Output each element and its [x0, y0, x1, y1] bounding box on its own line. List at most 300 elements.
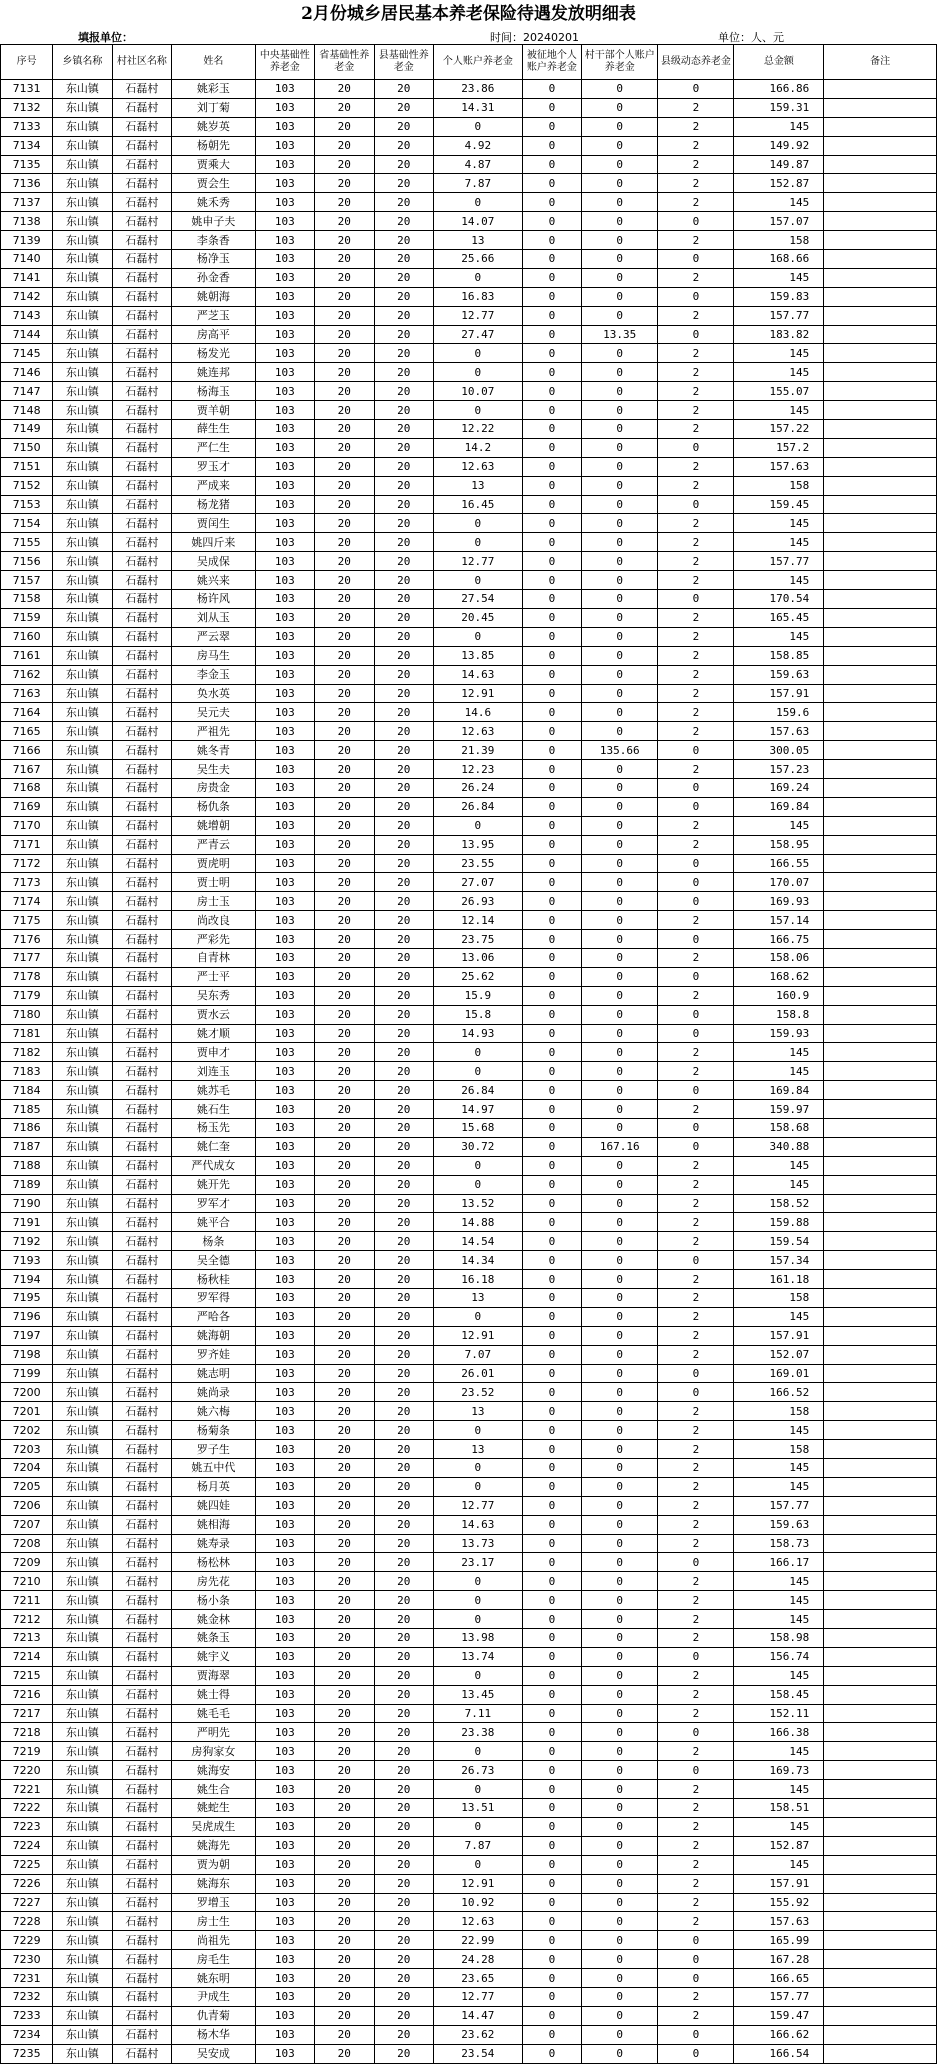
- table-cell: 2: [658, 1610, 734, 1629]
- table-cell: 姚士得: [172, 1685, 255, 1704]
- table-cell: 0: [658, 930, 734, 949]
- table-cell: 房士玉: [172, 892, 255, 911]
- table-cell: 石磊村: [112, 344, 171, 363]
- table-cell: 20: [374, 2006, 433, 2025]
- table-cell: 20: [315, 212, 374, 231]
- table-cell: 145: [734, 1817, 824, 1836]
- table-cell: 103: [255, 438, 314, 457]
- table-cell: 0: [658, 854, 734, 873]
- header-row: [1, 45, 937, 80]
- table-cell: [824, 816, 937, 835]
- table-cell: 0: [582, 1704, 658, 1723]
- table-cell: 石磊村: [112, 1761, 171, 1780]
- table-cell: 20: [315, 1383, 374, 1402]
- table-cell: 东山镇: [53, 155, 112, 174]
- table-cell: 吴虎成生: [172, 1817, 255, 1836]
- table-cell: 0: [433, 1780, 522, 1799]
- table-cell: 20: [315, 1496, 374, 1515]
- table-cell: 20: [374, 1761, 433, 1780]
- table-row: [1, 344, 937, 363]
- table-cell: 10.92: [433, 1893, 522, 1912]
- table-cell: 7230: [1, 1950, 53, 1969]
- table-cell: 20: [315, 1799, 374, 1818]
- table-cell: 0: [582, 948, 658, 967]
- table-cell: 东山镇: [53, 1251, 112, 1270]
- table-cell: 157.63: [734, 457, 824, 476]
- table-cell: 13.51: [433, 1799, 522, 1818]
- table-cell: [824, 1156, 937, 1175]
- table-cell: 20: [374, 1289, 433, 1308]
- table-cell: 20: [374, 911, 433, 930]
- table-cell: 东山镇: [53, 1213, 112, 1232]
- table-cell: 石磊村: [112, 627, 171, 646]
- table-cell: 0: [522, 1893, 581, 1912]
- table-cell: 0: [522, 948, 581, 967]
- table-cell: 0: [582, 1629, 658, 1648]
- table-cell: 14.54: [433, 1232, 522, 1251]
- table-cell: 2: [658, 2006, 734, 2025]
- table-cell: 20: [374, 457, 433, 476]
- table-cell: 103: [255, 2006, 314, 2025]
- table-cell: 0: [582, 250, 658, 269]
- table-cell: 7182: [1, 1043, 53, 1062]
- table-cell: 20: [374, 1251, 433, 1270]
- table-cell: 20: [315, 1742, 374, 1761]
- table-cell: 0: [522, 1043, 581, 1062]
- table-cell: 石磊村: [112, 684, 171, 703]
- table-cell: 严哈各: [172, 1307, 255, 1326]
- table-cell: 103: [255, 306, 314, 325]
- table-cell: 0: [522, 1666, 581, 1685]
- table-cell: 石磊村: [112, 1364, 171, 1383]
- table-cell: 20: [374, 1213, 433, 1232]
- table-cell: 东山镇: [53, 98, 112, 117]
- table-cell: 东山镇: [53, 363, 112, 382]
- table-cell: 20: [374, 1723, 433, 1742]
- table-cell: 15.68: [433, 1118, 522, 1137]
- table-cell: 0: [522, 608, 581, 627]
- table-cell: 7197: [1, 1326, 53, 1345]
- table-row: [1, 1024, 937, 1043]
- table-cell: [824, 1874, 937, 1893]
- table-cell: 20: [315, 930, 374, 949]
- table-cell: 7210: [1, 1572, 53, 1591]
- table-cell: 103: [255, 1496, 314, 1515]
- table-cell: [824, 1723, 937, 1742]
- table-cell: 20: [374, 665, 433, 684]
- table-cell: 罗军才: [172, 1194, 255, 1213]
- table-cell: 0: [582, 2025, 658, 2044]
- table-cell: 2: [658, 174, 734, 193]
- table-cell: 0: [582, 401, 658, 420]
- table-cell: 2: [658, 1345, 734, 1364]
- table-cell: 20: [315, 986, 374, 1005]
- table-cell: 0: [433, 1572, 522, 1591]
- table-row: [1, 1742, 937, 1761]
- table-cell: 158.85: [734, 646, 824, 665]
- table-row: [1, 1459, 937, 1478]
- table-cell: 20: [315, 344, 374, 363]
- table-cell: 0: [522, 1591, 581, 1610]
- table-cell: 2: [658, 155, 734, 174]
- table-cell: 贾闰生: [172, 514, 255, 533]
- table-cell: 0: [582, 1251, 658, 1270]
- table-cell: [824, 155, 937, 174]
- table-cell: 158.68: [734, 1118, 824, 1137]
- table-cell: 4.87: [433, 155, 522, 174]
- table-cell: 2: [658, 382, 734, 401]
- table-cell: 13.45: [433, 1685, 522, 1704]
- table-cell: 0: [582, 495, 658, 514]
- table-cell: 20: [374, 420, 433, 439]
- table-cell: 7131: [1, 80, 53, 99]
- table-cell: 姚增朝: [172, 816, 255, 835]
- table-cell: [824, 1251, 937, 1270]
- table-cell: 石磊村: [112, 571, 171, 590]
- table-cell: 杨朝先: [172, 136, 255, 155]
- table-cell: 石磊村: [112, 155, 171, 174]
- table-cell: 石磊村: [112, 1081, 171, 1100]
- table-cell: 23.86: [433, 80, 522, 99]
- table-cell: [824, 892, 937, 911]
- table-cell: 0: [522, 665, 581, 684]
- table-cell: 25.66: [433, 250, 522, 269]
- table-cell: 166.65: [734, 1969, 824, 1988]
- table-cell: 石磊村: [112, 1251, 171, 1270]
- table-row: [1, 684, 937, 703]
- table-cell: 石磊村: [112, 590, 171, 609]
- table-cell: 7165: [1, 722, 53, 741]
- table-cell: 0: [658, 250, 734, 269]
- table-cell: 0: [522, 1175, 581, 1194]
- table-cell: 2: [658, 760, 734, 779]
- table-cell: 0: [582, 1213, 658, 1232]
- table-cell: 0: [522, 1817, 581, 1836]
- header-cell: 总金额: [734, 45, 824, 80]
- table-cell: 0: [582, 382, 658, 401]
- table-cell: 东山镇: [53, 703, 112, 722]
- table-cell: 7219: [1, 1742, 53, 1761]
- table-cell: 0: [522, 1213, 581, 1232]
- table-row: [1, 136, 937, 155]
- table-cell: 20: [374, 80, 433, 99]
- table-cell: 20: [315, 1931, 374, 1950]
- table-cell: 0: [582, 363, 658, 382]
- table-cell: 0: [582, 2006, 658, 2025]
- table-cell: 姚金林: [172, 1610, 255, 1629]
- table-cell: 0: [522, 646, 581, 665]
- table-row: [1, 1629, 937, 1648]
- table-cell: 0: [582, 1591, 658, 1610]
- table-cell: 严青云: [172, 835, 255, 854]
- table-cell: 12.77: [433, 1987, 522, 2006]
- table-cell: 石磊村: [112, 1553, 171, 1572]
- table-cell: 20: [315, 401, 374, 420]
- table-cell: 20: [315, 608, 374, 627]
- table-cell: 石磊村: [112, 306, 171, 325]
- table-cell: 东山镇: [53, 1685, 112, 1704]
- table-cell: 0: [522, 1629, 581, 1648]
- table-cell: 145: [734, 1175, 824, 1194]
- table-cell: 东山镇: [53, 136, 112, 155]
- table-cell: 东山镇: [53, 873, 112, 892]
- table-cell: [824, 1591, 937, 1610]
- table-cell: 吴生夫: [172, 760, 255, 779]
- table-cell: 姚石生: [172, 1100, 255, 1119]
- table-cell: 0: [522, 1251, 581, 1270]
- table-cell: 姚兴来: [172, 571, 255, 590]
- table-cell: 103: [255, 816, 314, 835]
- table-cell: 7200: [1, 1383, 53, 1402]
- table-cell: [824, 495, 937, 514]
- table-cell: 东山镇: [53, 1647, 112, 1666]
- table-cell: 0: [582, 797, 658, 816]
- table-row: [1, 1969, 937, 1988]
- table-cell: 0: [582, 1893, 658, 1912]
- table-cell: [824, 590, 937, 609]
- table-cell: 7192: [1, 1232, 53, 1251]
- table-cell: 20: [315, 1912, 374, 1931]
- table-cell: [824, 1024, 937, 1043]
- table-cell: 103: [255, 1440, 314, 1459]
- table-cell: 0: [582, 1496, 658, 1515]
- table-cell: 0: [522, 495, 581, 514]
- table-cell: 东山镇: [53, 1137, 112, 1156]
- table-cell: [824, 325, 937, 344]
- table-cell: 石磊村: [112, 1024, 171, 1043]
- table-cell: 0: [433, 1307, 522, 1326]
- table-cell: 2: [658, 1836, 734, 1855]
- table-cell: 20: [315, 1213, 374, 1232]
- table-cell: 7207: [1, 1515, 53, 1534]
- table-cell: 157.23: [734, 760, 824, 779]
- table-cell: 石磊村: [112, 1534, 171, 1553]
- table-cell: 石磊村: [112, 1345, 171, 1364]
- table-cell: 严芝玉: [172, 306, 255, 325]
- table-cell: 杨发光: [172, 344, 255, 363]
- table-row: [1, 1817, 937, 1836]
- table-row: [1, 760, 937, 779]
- table-cell: 20: [315, 1591, 374, 1610]
- table-cell: 103: [255, 193, 314, 212]
- table-cell: 20: [315, 1043, 374, 1062]
- table-cell: 东山镇: [53, 1742, 112, 1761]
- table-cell: 103: [255, 1477, 314, 1496]
- table-cell: [824, 1515, 937, 1534]
- table-cell: 103: [255, 1836, 314, 1855]
- table-cell: 石磊村: [112, 1969, 171, 1988]
- table-cell: 7149: [1, 420, 53, 439]
- table-cell: 7220: [1, 1761, 53, 1780]
- table-cell: 103: [255, 627, 314, 646]
- table-cell: 0: [582, 854, 658, 873]
- table-cell: 20: [315, 1459, 374, 1478]
- table-cell: 20: [315, 1534, 374, 1553]
- table-cell: 0: [522, 2025, 581, 2044]
- table-cell: 7194: [1, 1270, 53, 1289]
- table-cell: 103: [255, 1156, 314, 1175]
- table-cell: 20: [374, 627, 433, 646]
- table-row: [1, 1326, 937, 1345]
- table-cell: 103: [255, 363, 314, 382]
- table-cell: 14.93: [433, 1024, 522, 1043]
- table-row: [1, 2006, 937, 2025]
- table-cell: 罗玉才: [172, 457, 255, 476]
- table-cell: 石磊村: [112, 212, 171, 231]
- table-cell: 20: [374, 533, 433, 552]
- table-row: [1, 1723, 937, 1742]
- table-cell: 103: [255, 684, 314, 703]
- table-cell: 20: [374, 155, 433, 174]
- table-cell: 罗子生: [172, 1440, 255, 1459]
- table-cell: 20: [374, 1459, 433, 1478]
- table-row: [1, 816, 937, 835]
- table-cell: 东山镇: [53, 382, 112, 401]
- table-cell: 0: [522, 1874, 581, 1893]
- table-cell: 0: [522, 1515, 581, 1534]
- table-cell: 东山镇: [53, 1799, 112, 1818]
- table-cell: 杨许风: [172, 590, 255, 609]
- table-cell: 159.83: [734, 287, 824, 306]
- table-cell: 0: [433, 401, 522, 420]
- table-cell: 7183: [1, 1062, 53, 1081]
- table-cell: [824, 174, 937, 193]
- table-cell: 石磊村: [112, 1100, 171, 1119]
- table-cell: 20: [315, 1647, 374, 1666]
- table-cell: 0: [522, 1931, 581, 1950]
- table-cell: 东山镇: [53, 476, 112, 495]
- table-cell: 0: [658, 1137, 734, 1156]
- table-cell: 7159: [1, 608, 53, 627]
- table-cell: 东山镇: [53, 231, 112, 250]
- table-cell: 159.31: [734, 98, 824, 117]
- table-cell: 103: [255, 1969, 314, 1988]
- table-cell: 158.95: [734, 835, 824, 854]
- table-cell: 20: [315, 627, 374, 646]
- table-cell: 103: [255, 1289, 314, 1308]
- table-row: [1, 1836, 937, 1855]
- table-cell: 0: [433, 627, 522, 646]
- table-row: [1, 1421, 937, 1440]
- table-cell: 20: [315, 306, 374, 325]
- table-cell: 东山镇: [53, 1610, 112, 1629]
- table-cell: 东山镇: [53, 306, 112, 325]
- table-cell: [824, 646, 937, 665]
- table-row: [1, 174, 937, 193]
- table-cell: 0: [582, 1024, 658, 1043]
- table-cell: 0: [522, 854, 581, 873]
- table-cell: 东山镇: [53, 608, 112, 627]
- table-cell: 东山镇: [53, 325, 112, 344]
- table-cell: 东山镇: [53, 1062, 112, 1081]
- table-cell: 0: [582, 1666, 658, 1685]
- table-cell: 13.52: [433, 1194, 522, 1213]
- table-cell: 20: [374, 1440, 433, 1459]
- table-cell: [824, 1553, 937, 1572]
- table-cell: 东山镇: [53, 117, 112, 136]
- table-cell: 7221: [1, 1780, 53, 1799]
- table-cell: 杨仇条: [172, 797, 255, 816]
- table-cell: 0: [582, 2044, 658, 2063]
- table-cell: 103: [255, 1175, 314, 1194]
- table-cell: 0: [522, 268, 581, 287]
- table-cell: 0: [522, 1704, 581, 1723]
- table-cell: 20: [374, 778, 433, 797]
- table-cell: 13.85: [433, 646, 522, 665]
- table-cell: 石磊村: [112, 1289, 171, 1308]
- table-cell: 0: [522, 306, 581, 325]
- table-cell: 0: [433, 1610, 522, 1629]
- table-row: [1, 2044, 937, 2063]
- table-cell: 12.77: [433, 306, 522, 325]
- table-cell: [824, 1987, 937, 2006]
- table-cell: 2: [658, 722, 734, 741]
- table-cell: 0: [522, 873, 581, 892]
- table-cell: 0: [433, 1591, 522, 1610]
- table-cell: 0: [522, 590, 581, 609]
- table-cell: 2: [658, 1307, 734, 1326]
- table-cell: 0: [582, 1062, 658, 1081]
- table-cell: 吴安成: [172, 2044, 255, 2063]
- table-row: [1, 1591, 937, 1610]
- table-cell: 东山镇: [53, 1477, 112, 1496]
- table-cell: 159.63: [734, 665, 824, 684]
- table-cell: [824, 967, 937, 986]
- table-row: [1, 457, 937, 476]
- table-cell: 145: [734, 627, 824, 646]
- table-cell: 145: [734, 344, 824, 363]
- table-cell: 东山镇: [53, 948, 112, 967]
- table-cell: 14.34: [433, 1251, 522, 1270]
- table-cell: 103: [255, 1799, 314, 1818]
- table-cell: 7232: [1, 1987, 53, 2006]
- table-cell: 0: [433, 1421, 522, 1440]
- table-cell: 20: [374, 212, 433, 231]
- table-cell: 20: [374, 268, 433, 287]
- table-cell: 7206: [1, 1496, 53, 1515]
- table-cell: [824, 1081, 937, 1100]
- table-cell: 东山镇: [53, 911, 112, 930]
- table-cell: 石磊村: [112, 495, 171, 514]
- table-cell: 20: [374, 1666, 433, 1685]
- table-row: [1, 401, 937, 420]
- table-cell: 103: [255, 1251, 314, 1270]
- table-cell: 东山镇: [53, 1950, 112, 1969]
- table-cell: 103: [255, 1572, 314, 1591]
- table-row: [1, 948, 937, 967]
- table-cell: [824, 1817, 937, 1836]
- table-cell: 东山镇: [53, 1572, 112, 1591]
- table-cell: 石磊村: [112, 1685, 171, 1704]
- table-cell: 东山镇: [53, 514, 112, 533]
- table-row: [1, 1553, 937, 1572]
- table-cell: 姚申子夫: [172, 212, 255, 231]
- table-cell: [824, 306, 937, 325]
- table-cell: 0: [582, 1912, 658, 1931]
- table-cell: 0: [522, 1534, 581, 1553]
- table-cell: 149.92: [734, 136, 824, 155]
- table-cell: [824, 231, 937, 250]
- table-cell: 20: [374, 1969, 433, 1988]
- table-row: [1, 363, 937, 382]
- report-meta: [0, 28, 937, 44]
- table-cell: 14.47: [433, 2006, 522, 2025]
- table-cell: [824, 1118, 937, 1137]
- table-cell: 石磊村: [112, 382, 171, 401]
- table-row: [1, 665, 937, 684]
- table-cell: 0: [522, 797, 581, 816]
- table-row: [1, 608, 937, 627]
